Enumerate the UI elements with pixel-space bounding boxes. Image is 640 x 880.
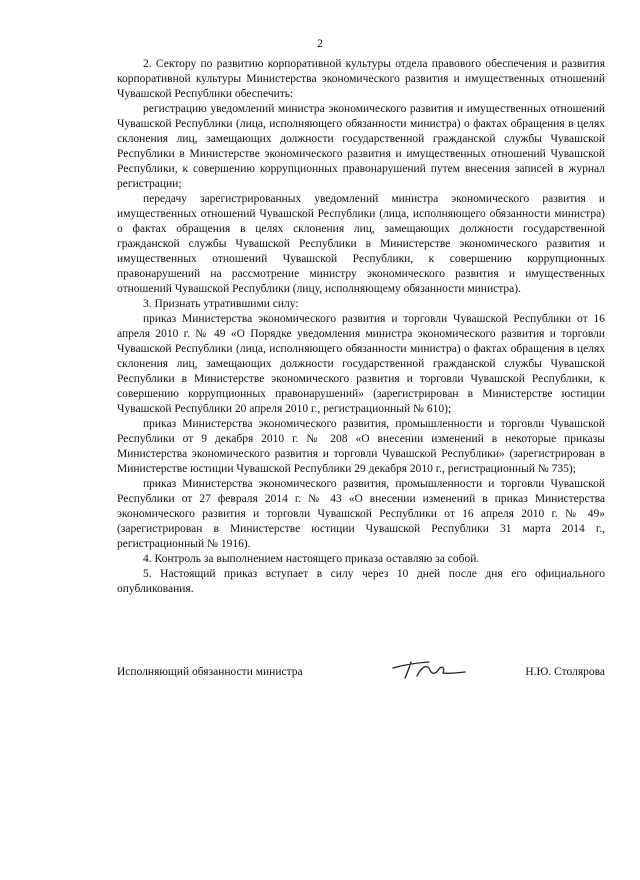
document-body <box>117 57 605 597</box>
handwritten-signature <box>389 654 469 682</box>
signatory-name: Н.Ю. Столярова <box>525 666 605 678</box>
paragraph-item-3: 3. Признать утратившими силу: <box>143 298 299 310</box>
signature-block <box>117 660 605 690</box>
paragraph-order-43: приказ Министерства экономического развития, промышленности и торговли Чувашской Республики от 27 февраля 2014 г. № 43 «О внесении изменений в приказ Министерства экономического развития и торговли Чувашской Республики от 16 апреля 2010 г. № 49» (зарегистрирован в Министерстве юстиции Чувашской Республики 31 марта 2014 г., регистрационный № 1916). <box>117 478 605 550</box>
paragraph-item-5: 5. Настоящий приказ вступает в силу через 10 дней после дня его официального опубликования. <box>117 568 605 595</box>
paragraph-transfer: передачу зарегистрированных уведомлений министра экономического развития и имущественных отношений Чувашской Республики (лица, исполняющего обязанности министра) о фактах обращения в целях склонения лиц, замещающих должности государственной гражданской службы Чувашской Республики в Министерстве экономического развития и имущественных отношений Чувашской Республики, к совершению коррупционных правонарушений на рассмотрение министру экономического развития и имущественных отношений Чувашской Республики (лицу, исполняющему обязанности министра). <box>117 193 605 295</box>
paragraph-item-4: 4. Контроль за выполнением настоящего приказа оставляю за собой. <box>143 553 480 565</box>
signatory-title: Исполняющий обязанности министра <box>117 666 303 678</box>
paragraph-registration: регистрацию уведомлений министра экономического развития и имущественных отношений Чувашской Республики (лица, исполняющего обязанности министра) о фактах обращения в целях склонения лиц, замещающих должности государственной гражданской службы Чувашской Республики в Министерстве экономического развития и имущественных отношений Чувашской Республики, к совершению коррупционных правонарушений путем внесения записей в журнал регистрации; <box>117 103 605 190</box>
paragraph-order-208: приказ Министерства экономического развития, промышленности и торговли Чувашской Республики от 9 декабря 2010 г. № 208 «О внесении изменений в некоторые приказы Министерства экономического развития и торговли Чувашской Республики» (зарегистрирован в Министерстве юстиции Чувашской Республики 29 декабря 2010 г., регистрационный № 735); <box>117 418 605 475</box>
paragraph-item-2: 2. Сектору по развитию корпоративной культуры отдела правового обеспечения и развития корпоративной культуры Министерства экономического развития и имущественных отношений Чувашской Республики обеспечить: <box>117 58 605 100</box>
paragraph-order-49: приказ Министерства экономического развития и торговли Чувашской Республики от 16 апреля 2010 г. № 49 «О Порядке уведомления министра экономического развития и торговли Чувашской Республики (лица, исполняющего обязанности министра) о фактах обращения в целях склонения лиц, замещающих должности государственной гражданской службы Чувашской Республики в Министерстве экономического развития и торговли Чувашской Республики, к совершению коррупционных правонарушений» (зарегистрирован в Министерстве юстиции Чувашской Республики 20 апреля 2010 г., регистрационный № 610); <box>117 313 605 415</box>
page-number: 2 <box>317 38 323 50</box>
